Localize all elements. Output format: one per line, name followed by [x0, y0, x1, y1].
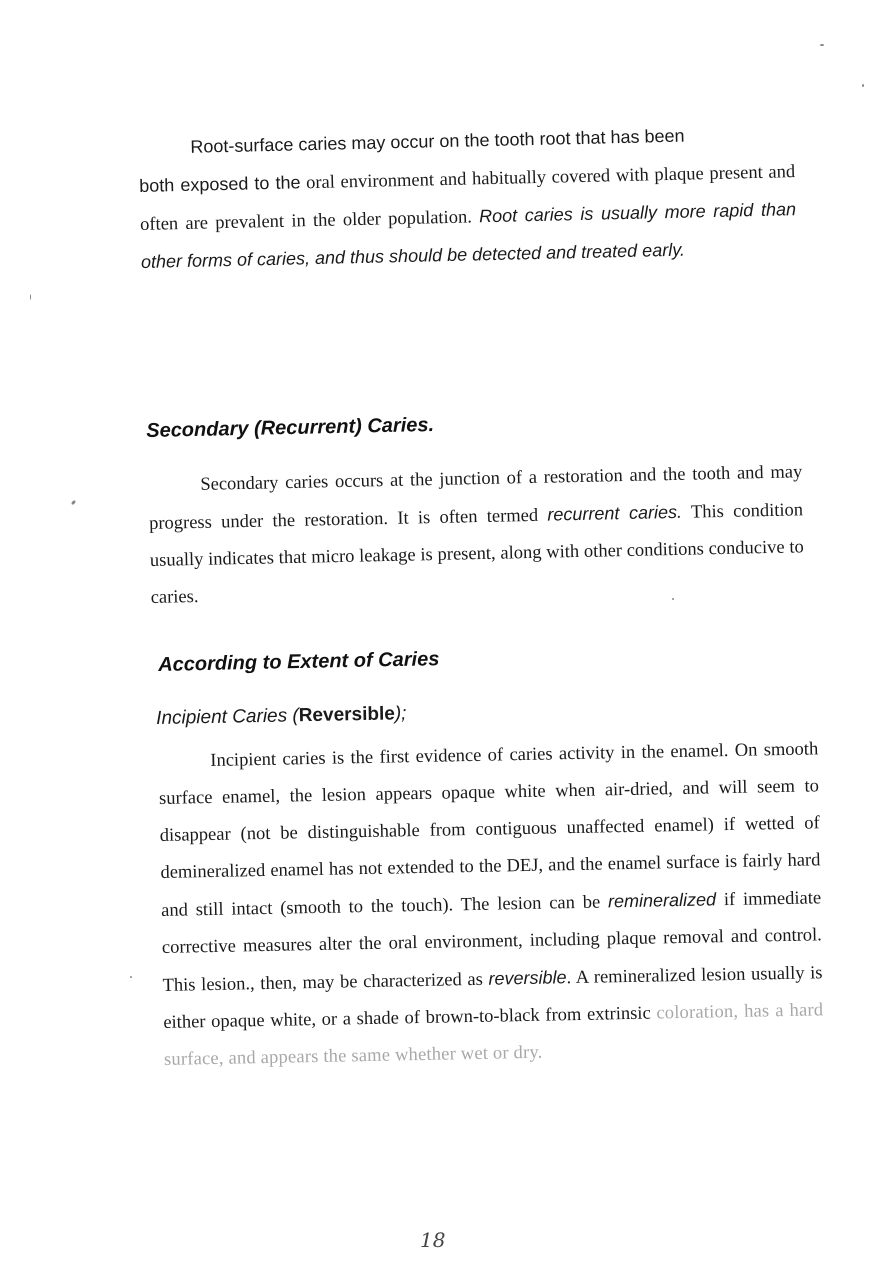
scan-speck	[820, 44, 824, 46]
incipient-text-2: if immediate corrective measures alter the oral environment, including plaque removal and control. This lesion., then, may be characterized as	[161, 888, 822, 996]
secondary-paragraph	[148, 454, 805, 617]
scan-speck	[862, 84, 864, 87]
incipient-paragraph	[158, 731, 824, 1079]
root-caries-line3: present and often are prevalent in the older population.	[139, 162, 796, 235]
faded-final-line: coloration, has a hard surface, and appears the same whether wet or dry.	[163, 1000, 824, 1070]
scan-speck	[130, 976, 132, 978]
scan-speck	[30, 294, 31, 300]
secondary-caries-heading: Secondary (Recurrent) Caries.	[146, 413, 435, 442]
reversible-term: reversible	[488, 967, 567, 989]
root-caries-line2b: oral environment and habitually covered with plaque	[300, 164, 704, 194]
reversible-label: Reversible	[298, 703, 396, 727]
root-caries-paragraph	[138, 115, 797, 282]
recurrent-caries-term: recurrent caries.	[547, 501, 683, 525]
incipient-subheading-block	[156, 698, 656, 730]
incipient-subheading-text: Incipient Caries (	[156, 705, 299, 729]
incipient-text-3: . A remineralized lesion usually is either opaque white, or a shade of brown-to-black from extrinsic	[163, 963, 823, 1033]
root-caries-emphasis: Root caries is usually more rapid than other forms of caries, and thus should be detected and treated early.	[140, 199, 797, 272]
root-caries-line1: Root-surface caries may occur on the tooth root that has been	[190, 125, 685, 157]
incipient-subheading-end: );	[394, 703, 407, 725]
secondary-heading-block	[146, 410, 646, 443]
scan-speck	[672, 598, 674, 600]
extent-of-caries-heading: According to Extent of Caries	[158, 648, 440, 676]
secondary-text-1: Secondary caries occurs at the junction of a restoration and the tooth and may progress under the restoration. It is often termed	[148, 462, 803, 534]
incipient-text-1: Incipient caries is the first evidence of caries activity in the enamel. On smooth surface enamel, the lesion appears opaque white when air-dried, and will seem to disappear (not be distinguishable from contiguous unaffected enamel) if wetted of demineralized enamel has not extended to the DEJ, and the enamel surface is fairly hard and still intact (smooth to the touch). The lesion can be	[158, 739, 821, 921]
secondary-text-2: This condition usually indicates that micro leakage is present, along with other conditions conducive to caries.	[149, 500, 805, 608]
page-number: 18	[420, 1228, 446, 1252]
scan-speck	[71, 500, 77, 506]
extent-heading-block	[158, 644, 658, 677]
remineralized-term: remineralized	[607, 889, 717, 912]
root-caries-line2a: both exposed to the	[139, 172, 301, 196]
